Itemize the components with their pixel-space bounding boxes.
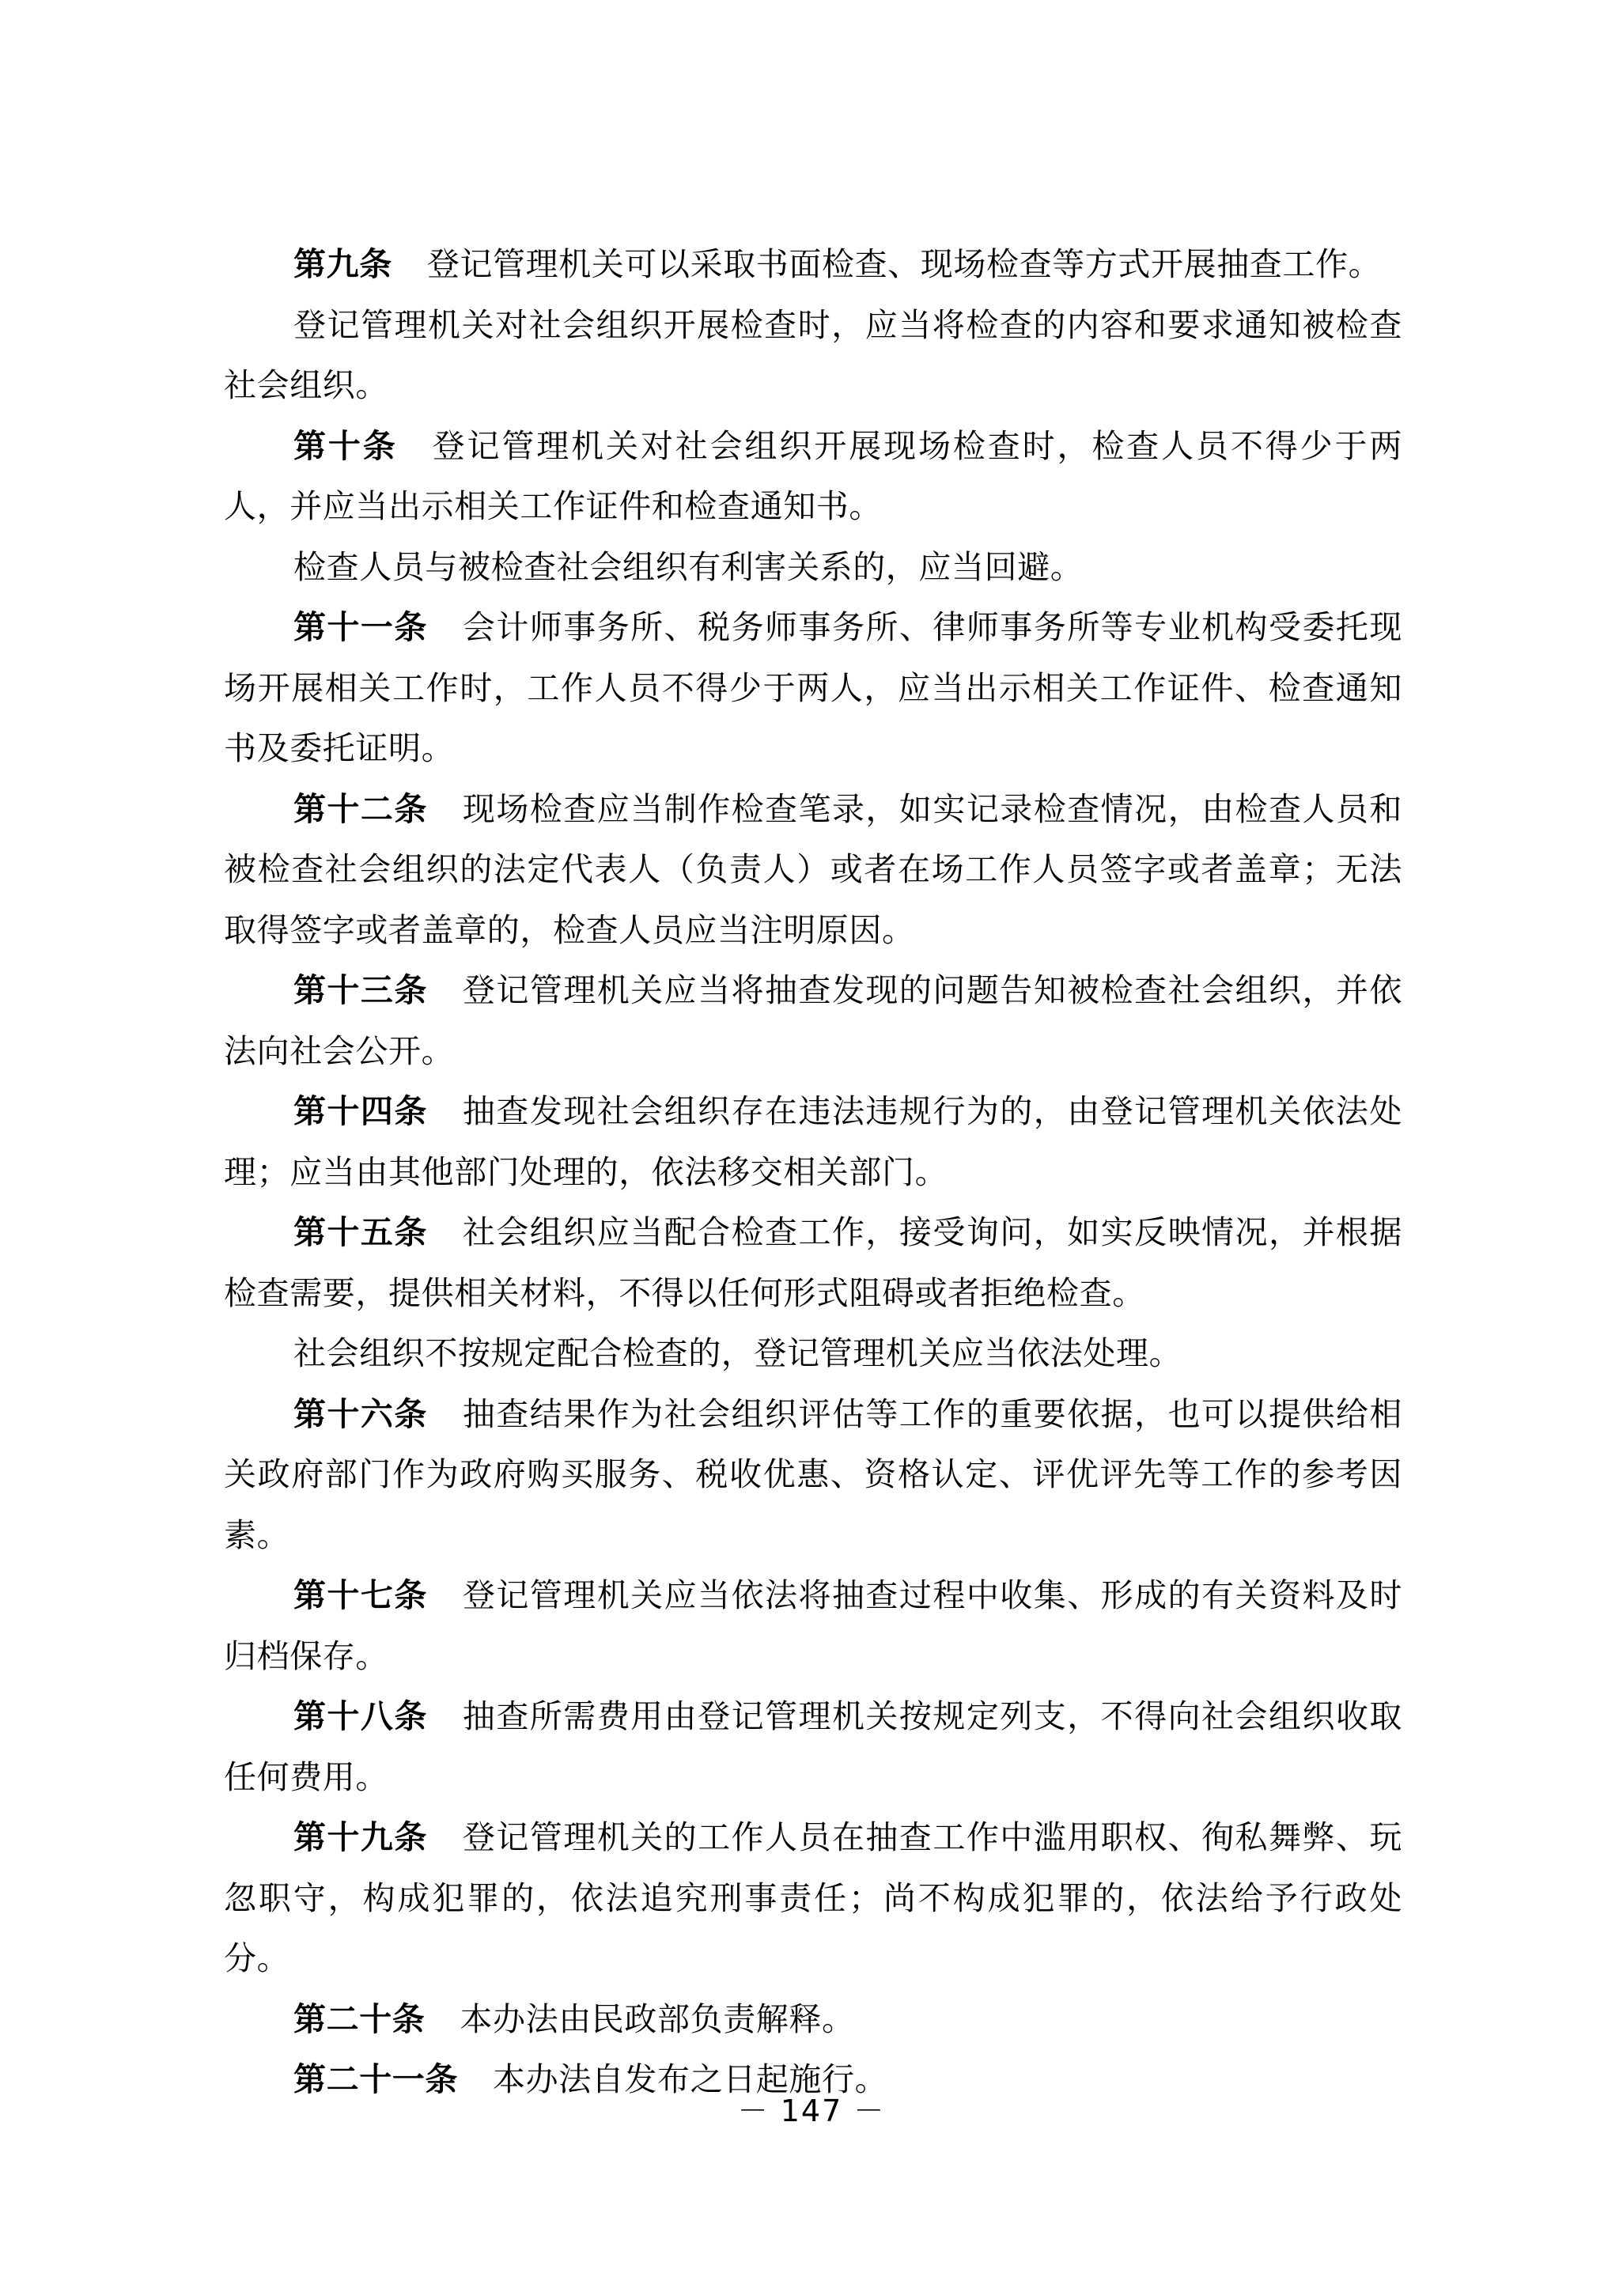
paragraph-text: 登记管理机关对社会组织开展检查时，应当将检查的内容和要求通知被检查社会组织。 [224, 305, 1402, 404]
paragraph [224, 1989, 1402, 2050]
paragraph-text: 登记管理机关的工作人员在抽查工作中滥用职权、徇私舞弊、玩忽职守，构成犯罪的，依法追究刑事责任；尚不构成犯罪的，依法给予行政处分。 [224, 1818, 1402, 1977]
paragraph [224, 1202, 1402, 1323]
paragraph-text: 登记管理机关应当依法将抽查过程中收集、形成的有关资料及时归档保存。 [224, 1576, 1402, 1675]
article-heading: 第十二条 [293, 789, 428, 828]
paragraph-text: 登记管理机关应当将抽查发现的问题告知被检查社会组织，并依法向社会公开。 [224, 971, 1402, 1070]
paragraph-text: 抽查发现社会组织存在违法违规行为的，由登记管理机关依法处理；应当由其他部门处理的，依法移交相关部门。 [224, 1092, 1402, 1191]
paragraph-text: 抽查结果作为社会组织评估等工作的重要依据，也可以提供给相关政府部门作为政府购买服务、税收优惠、资格认定、评优评先等工作的参考因素。 [224, 1394, 1402, 1554]
article-heading: 第十一条 [293, 608, 428, 646]
paragraph-text: 登记管理机关可以采取书面检查、现场检查等方式开展抽查工作。 [426, 245, 1382, 283]
article-heading: 第九条 [293, 245, 392, 283]
article-heading: 第十六条 [293, 1394, 428, 1433]
document-body [224, 234, 1402, 2110]
article-heading: 第二十条 [293, 1999, 426, 2038]
article-heading: 第十条 [293, 426, 398, 465]
paragraph-text: 本办法自发布之日起施行。 [493, 2060, 888, 2098]
paragraph [224, 416, 1402, 537]
paragraph [224, 1081, 1402, 1202]
paragraph [224, 1565, 1402, 1686]
paragraph [224, 1323, 1402, 1384]
paragraph-text: 登记管理机关对社会组织开展现场检查时，检查人员不得少于两人，并应当出示相关工作证件和检查通知书。 [224, 426, 1402, 525]
paragraph [224, 779, 1402, 961]
article-heading: 第十八条 [293, 1697, 428, 1735]
paragraph [224, 295, 1402, 416]
paragraph-text: 社会组织应当配合检查工作，接受询问，如实反映情况，并根据检查需要，提供相关材料，不得以任何形式阻碍或者拒绝检查。 [224, 1213, 1402, 1312]
paragraph [224, 1807, 1402, 1989]
paragraph-text: 检查人员与被检查社会组织有利害关系的，应当回避。 [293, 547, 1084, 586]
paragraph [224, 597, 1402, 779]
paragraph-text: 社会组织不按规定配合检查的，登记管理机关应当依法处理。 [293, 1334, 1182, 1372]
paragraph-text: 抽查所需费用由登记管理机关按规定列支，不得向社会组织收取任何费用。 [224, 1697, 1402, 1796]
paragraph [224, 1384, 1402, 1566]
article-heading: 第十四条 [293, 1092, 428, 1130]
paragraph-text: 会计师事务所、税务师事务所、律师事务所等专业机构受委托现场开展相关工作时，工作人员不得少于两人，应当出示相关工作证件、检查通知书及委托证明。 [224, 608, 1402, 767]
paragraph-text: 现场检查应当制作检查笔录，如实记录检查情况，由检查人员和被检查社会组织的法定代表人（负责人）或者在场工作人员签字或者盖章；无法取得签字或者盖章的，检查人员应当注明原因。 [224, 789, 1402, 949]
paragraph [224, 537, 1402, 598]
article-heading: 第十五条 [293, 1213, 428, 1251]
article-heading: 第二十一条 [293, 2060, 458, 2098]
paragraph [224, 234, 1402, 295]
paragraph [224, 960, 1402, 1081]
article-heading: 第十三条 [293, 971, 428, 1009]
paragraph [224, 1686, 1402, 1807]
article-heading: 第十九条 [293, 1818, 428, 1856]
article-heading: 第十七条 [293, 1576, 428, 1614]
page-number: － 147 － [737, 2094, 886, 2128]
paragraph-text: 本办法由民政部负责解释。 [460, 1999, 855, 2038]
